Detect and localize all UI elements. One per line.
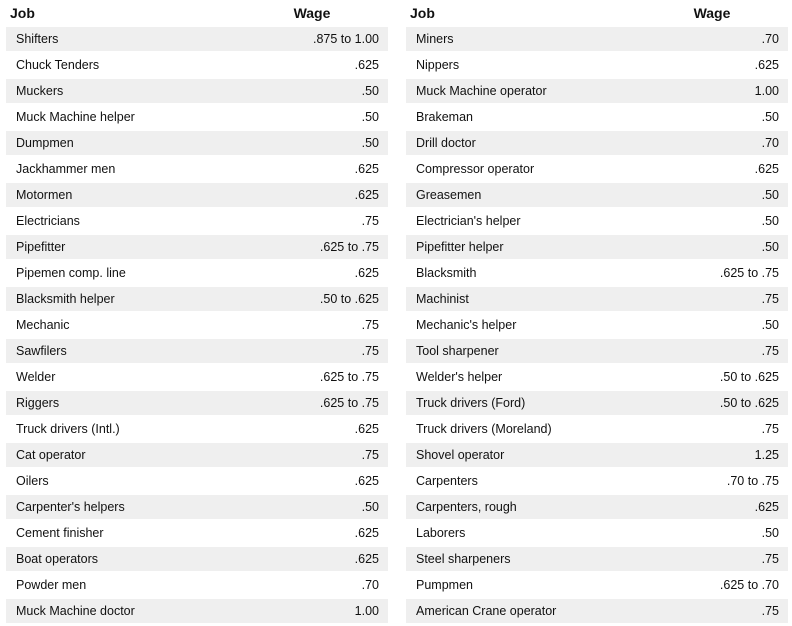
job-cell: Pipefitter helper xyxy=(406,233,636,259)
job-cell: Chuck Tenders xyxy=(6,51,236,77)
table-row xyxy=(406,389,788,415)
table-row xyxy=(6,389,388,415)
wage-cell: .50 xyxy=(636,103,788,129)
job-cell: Truck drivers (Ford) xyxy=(406,389,636,415)
wage-cell: .50 xyxy=(236,129,388,155)
wage-cell: .50 xyxy=(236,493,388,519)
job-cell: Cement finisher xyxy=(6,519,236,545)
job-cell: Drill doctor xyxy=(406,129,636,155)
wage-cell: 1.25 xyxy=(636,441,788,467)
job-cell: Motormen xyxy=(6,181,236,207)
wage-cell: .75 xyxy=(636,285,788,311)
wage-cell: .75 xyxy=(636,337,788,363)
table-row xyxy=(6,571,388,597)
job-cell: Muck Machine operator xyxy=(406,77,636,103)
wage-cell: .75 xyxy=(636,415,788,441)
wage-cell: .50 to .625 xyxy=(636,363,788,389)
job-cell: Dumpmen xyxy=(6,129,236,155)
wage-cell: .50 xyxy=(236,77,388,103)
job-cell: Pipemen comp. line xyxy=(6,259,236,285)
table-row xyxy=(406,155,788,181)
job-cell: Nippers xyxy=(406,51,636,77)
table-row xyxy=(6,493,388,519)
job-cell: Mechanic's helper xyxy=(406,311,636,337)
job-cell: Carpenter's helpers xyxy=(6,493,236,519)
table-body-left xyxy=(6,25,388,623)
job-cell: Sawfilers xyxy=(6,337,236,363)
table-row xyxy=(406,259,788,285)
job-cell: Machinist xyxy=(406,285,636,311)
header-row xyxy=(6,0,388,25)
wage-cell: .625 xyxy=(636,493,788,519)
table-row xyxy=(6,285,388,311)
wage-cell: .625 to .75 xyxy=(236,233,388,259)
wage-cell: .625 xyxy=(636,155,788,181)
job-cell: Truck drivers (Intl.) xyxy=(6,415,236,441)
table-row xyxy=(6,597,388,623)
job-cell: Blacksmith xyxy=(406,259,636,285)
table-row xyxy=(6,467,388,493)
table-row xyxy=(406,363,788,389)
table-row xyxy=(406,519,788,545)
wage-cell: .625 to .75 xyxy=(236,363,388,389)
table-row xyxy=(406,77,788,103)
job-cell: Muck Machine helper xyxy=(6,103,236,129)
wage-cell: .75 xyxy=(236,207,388,233)
table-row xyxy=(406,545,788,571)
wage-cell: .625 xyxy=(236,519,388,545)
table-row xyxy=(6,415,388,441)
job-cell: American Crane operator xyxy=(406,597,636,623)
job-cell: Pipefitter xyxy=(6,233,236,259)
wage-cell: .50 xyxy=(236,103,388,129)
job-cell: Mechanic xyxy=(6,311,236,337)
job-cell: Oilers xyxy=(6,467,236,493)
table-row xyxy=(6,181,388,207)
table-row xyxy=(406,285,788,311)
header-row xyxy=(406,0,788,25)
wage-cell: .70 xyxy=(236,571,388,597)
table-row xyxy=(406,51,788,77)
wage-cell: .50 xyxy=(636,233,788,259)
wage-cell: .75 xyxy=(636,545,788,571)
wage-cell: 1.00 xyxy=(236,597,388,623)
table-row xyxy=(406,415,788,441)
wage-cell: .625 to .70 xyxy=(636,571,788,597)
column-header-wage: Wage xyxy=(693,4,731,21)
job-cell: Welder's helper xyxy=(406,363,636,389)
job-cell: Boat operators xyxy=(6,545,236,571)
wage-cell: .50 to .625 xyxy=(236,285,388,311)
table-row xyxy=(6,259,388,285)
table-row xyxy=(6,337,388,363)
table-row xyxy=(406,571,788,597)
wage-cell: .625 xyxy=(236,545,388,571)
job-cell: Laborers xyxy=(406,519,636,545)
table-row xyxy=(6,155,388,181)
table-body-right xyxy=(406,25,788,623)
wage-table-left xyxy=(6,0,388,623)
job-cell: Greasemen xyxy=(406,181,636,207)
wage-cell: .50 xyxy=(636,519,788,545)
wage-cell: .70 to .75 xyxy=(636,467,788,493)
table-row xyxy=(6,51,388,77)
table-row xyxy=(6,363,388,389)
wage-cell: .50 xyxy=(636,181,788,207)
job-cell: Tool sharpener xyxy=(406,337,636,363)
table-row xyxy=(6,311,388,337)
job-cell: Jackhammer men xyxy=(6,155,236,181)
table-row xyxy=(6,545,388,571)
job-cell: Carpenters, rough xyxy=(406,493,636,519)
column-header-job: Job xyxy=(410,4,435,21)
wage-cell: .70 xyxy=(636,25,788,51)
wage-cell: .625 to .75 xyxy=(636,259,788,285)
wage-cell: .75 xyxy=(236,311,388,337)
job-cell: Shifters xyxy=(6,25,236,51)
wage-cell: 1.00 xyxy=(636,77,788,103)
wage-cell: .625 xyxy=(236,155,388,181)
table-row xyxy=(6,77,388,103)
table-row xyxy=(406,311,788,337)
wage-cell: .75 xyxy=(236,337,388,363)
table-row xyxy=(6,519,388,545)
table-row xyxy=(406,129,788,155)
job-cell: Compressor operator xyxy=(406,155,636,181)
wage-cell: .75 xyxy=(636,597,788,623)
table-row xyxy=(406,103,788,129)
job-cell: Electrician's helper xyxy=(406,207,636,233)
table-row xyxy=(6,103,388,129)
job-cell: Riggers xyxy=(6,389,236,415)
table-row xyxy=(406,207,788,233)
wage-cell: .70 xyxy=(636,129,788,155)
wage-cell: .625 xyxy=(236,259,388,285)
job-cell: Truck drivers (Moreland) xyxy=(406,415,636,441)
wage-cell: .625 xyxy=(236,181,388,207)
table-row xyxy=(406,597,788,623)
job-cell: Pumpmen xyxy=(406,571,636,597)
column-header-wage: Wage xyxy=(293,4,331,21)
job-cell: Electricians xyxy=(6,207,236,233)
job-cell: Carpenters xyxy=(406,467,636,493)
table-row xyxy=(406,467,788,493)
table-row xyxy=(6,25,388,51)
wage-cell: .50 xyxy=(636,207,788,233)
table-row xyxy=(6,441,388,467)
wage-cell: .875 to 1.00 xyxy=(236,25,388,51)
table-row xyxy=(406,337,788,363)
table-row xyxy=(406,493,788,519)
job-cell: Blacksmith helper xyxy=(6,285,236,311)
wage-cell: .625 xyxy=(636,51,788,77)
job-cell: Shovel operator xyxy=(406,441,636,467)
wage-cell: .75 xyxy=(236,441,388,467)
table-row xyxy=(6,207,388,233)
job-cell: Brakeman xyxy=(406,103,636,129)
job-cell: Cat operator xyxy=(6,441,236,467)
column-header-job: Job xyxy=(10,4,35,21)
job-cell: Welder xyxy=(6,363,236,389)
wage-table-right xyxy=(406,0,788,623)
table-row xyxy=(406,181,788,207)
job-cell: Steel sharpeners xyxy=(406,545,636,571)
table-row xyxy=(406,233,788,259)
table-row xyxy=(406,441,788,467)
wage-cell: .625 xyxy=(236,51,388,77)
wage-cell: .625 to .75 xyxy=(236,389,388,415)
wage-cell: .625 xyxy=(236,415,388,441)
wage-cell: .50 xyxy=(636,311,788,337)
wage-cell: .625 xyxy=(236,467,388,493)
job-cell: Powder men xyxy=(6,571,236,597)
job-cell: Muck Machine doctor xyxy=(6,597,236,623)
job-cell: Muckers xyxy=(6,77,236,103)
table-row xyxy=(6,129,388,155)
table-row xyxy=(406,25,788,51)
table-row xyxy=(6,233,388,259)
job-cell: Miners xyxy=(406,25,636,51)
wage-cell: .50 to .625 xyxy=(636,389,788,415)
